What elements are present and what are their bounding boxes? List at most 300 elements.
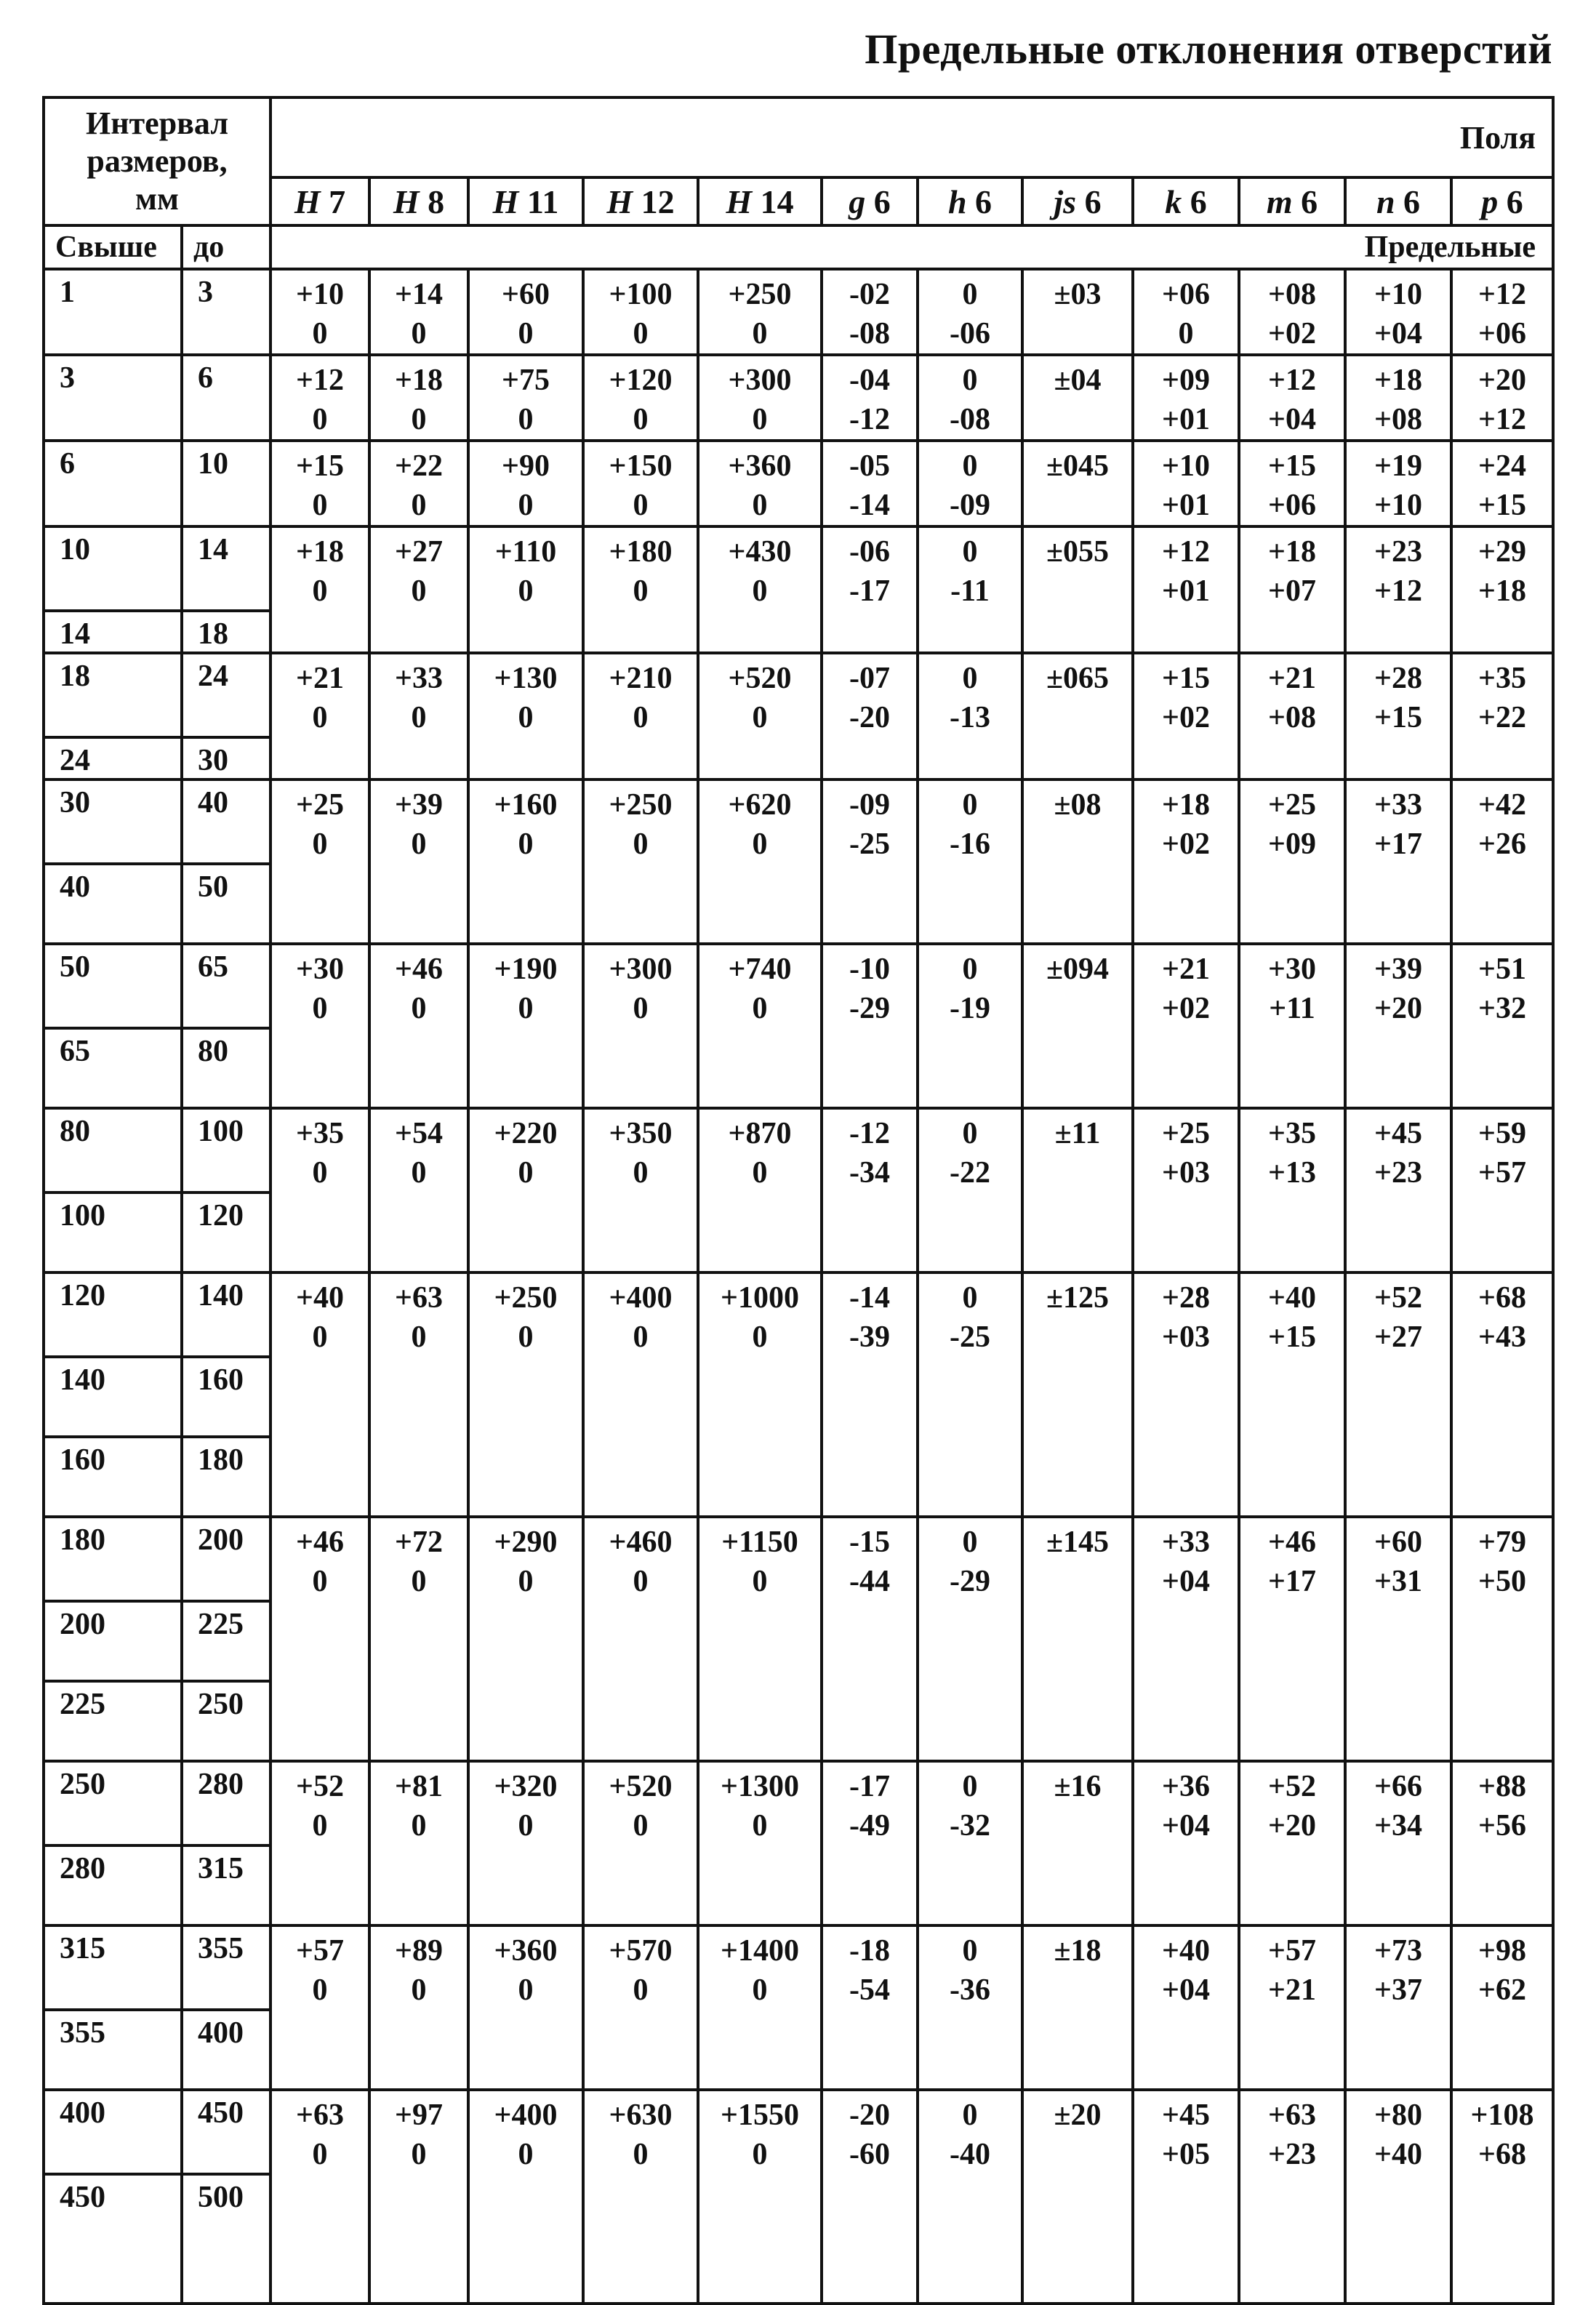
lower-deviation: 0: [752, 1156, 768, 1190]
deviation-cell: [1451, 1517, 1553, 1601]
upper-deviation: +63: [296, 2098, 344, 2132]
deviation-cell: [698, 269, 822, 355]
deviation-cell: [822, 2090, 918, 2174]
deviation-cell: [583, 779, 698, 864]
lower-deviation: 0: [633, 2138, 649, 2171]
lower-deviation: 0: [518, 827, 534, 861]
empty-cell: [918, 1681, 1022, 1761]
empty-cell: [1239, 2174, 1345, 2304]
table-row: [44, 2174, 1553, 2304]
upper-deviation: +21: [1162, 953, 1210, 986]
lower-deviation: 0: [752, 403, 768, 436]
deviation-cell: [1239, 1272, 1345, 1357]
deviation-cell: [1022, 1108, 1133, 1192]
size-to-cell: 400: [182, 2010, 270, 2090]
upper-deviation: +21: [1268, 662, 1316, 695]
empty-cell: [583, 1192, 698, 1272]
lower-deviation: -39: [849, 1320, 890, 1354]
upper-deviation: ±18: [1054, 1934, 1102, 1968]
deviation-cell: [468, 1925, 583, 2010]
deviation-cell: [822, 944, 918, 1028]
deviation-cell: [1451, 1272, 1553, 1357]
upper-deviation: +81: [395, 1770, 443, 1803]
fit-grade: 6: [873, 183, 891, 220]
size-from-cell: 50: [44, 944, 182, 1028]
deviation-cell: [1022, 1517, 1133, 1601]
empty-cell: [270, 611, 369, 653]
empty-cell: [1133, 2174, 1239, 2304]
empty-cell: [583, 1437, 698, 1517]
size-to-cell: 500: [182, 2174, 270, 2304]
upper-deviation: ±08: [1054, 788, 1102, 822]
empty-cell: [1345, 611, 1451, 653]
lower-deviation: -49: [849, 1809, 890, 1843]
upper-deviation: -14: [849, 1281, 890, 1315]
lower-deviation: +37: [1374, 1973, 1422, 2007]
upper-deviation: +250: [609, 788, 673, 822]
size-from-cell: 280: [44, 1845, 182, 1925]
upper-deviation: +73: [1374, 1934, 1422, 1968]
empty-cell: [918, 2010, 1022, 2090]
upper-deviation: -12: [849, 1117, 890, 1150]
lower-deviation: 0: [633, 1320, 649, 1354]
lower-deviation: +08: [1268, 701, 1316, 734]
empty-cell: [918, 1601, 1022, 1681]
upper-deviation: +22: [395, 449, 443, 483]
deviation-cell: [1345, 1925, 1451, 2010]
table-row: [44, 611, 1553, 653]
deviation-cell: [468, 779, 583, 864]
empty-cell: [698, 2010, 822, 2090]
deviation-cell: [468, 944, 583, 1028]
empty-cell: [369, 1357, 468, 1437]
deviation-cell: [1022, 355, 1133, 441]
deviation-cell: [1345, 441, 1451, 526]
lower-deviation: +20: [1374, 992, 1422, 1025]
empty-cell: [1239, 1192, 1345, 1272]
lower-deviation: 0: [518, 992, 534, 1025]
empty-cell: [468, 2010, 583, 2090]
lower-deviation: 0: [411, 489, 427, 522]
lower-deviation: 0: [633, 1156, 649, 1190]
empty-cell: [468, 1028, 583, 1108]
upper-deviation: ±03: [1054, 278, 1102, 311]
upper-deviation: +740: [728, 953, 792, 986]
empty-cell: [1133, 1357, 1239, 1437]
empty-cell: [270, 1028, 369, 1108]
empty-cell: [468, 1357, 583, 1437]
lower-deviation: 0: [752, 1973, 768, 2007]
lower-deviation: 0: [633, 317, 649, 350]
lower-deviation: +13: [1268, 1156, 1316, 1190]
lower-deviation: 0: [633, 403, 649, 436]
lower-deviation: +11: [1269, 992, 1315, 1025]
fit-grade: 11: [526, 183, 559, 220]
lower-deviation: 0: [312, 403, 328, 436]
fit-letter: H: [726, 183, 753, 220]
lower-deviation: 0: [411, 403, 427, 436]
deviation-cell: [1022, 1761, 1133, 1845]
empty-cell: [822, 864, 918, 944]
lower-deviation: +03: [1162, 1156, 1210, 1190]
deviation-cell: [918, 653, 1022, 737]
deviation-cell: [1345, 1272, 1451, 1357]
empty-cell: [698, 1028, 822, 1108]
upper-deviation: +59: [1478, 1117, 1526, 1150]
deviation-cell: [918, 1761, 1022, 1845]
deviations-header: Предельные: [270, 225, 1553, 269]
size-from-cell: 3: [44, 355, 182, 441]
lower-deviation: +17: [1268, 1565, 1316, 1598]
deviation-cell: [583, 653, 698, 737]
upper-deviation: +89: [395, 1934, 443, 1968]
upper-deviation: 0: [962, 535, 978, 569]
size-to-cell: 30: [182, 737, 270, 779]
empty-cell: [270, 864, 369, 944]
lower-deviation: 0: [633, 827, 649, 861]
fields-header: Поля: [270, 97, 1553, 177]
lower-deviation: +31: [1374, 1565, 1422, 1598]
size-to-cell: 18: [182, 611, 270, 653]
size-to-cell: 80: [182, 1028, 270, 1108]
lower-deviation: +23: [1374, 1156, 1422, 1190]
fit-grade: 7: [329, 183, 346, 220]
table-row: [44, 1845, 1553, 1925]
empty-cell: [369, 2010, 468, 2090]
lower-deviation: 0: [752, 1565, 768, 1598]
deviation-cell: [1451, 355, 1553, 441]
lower-deviation: -25: [950, 1320, 990, 1354]
lower-deviation: +04: [1268, 403, 1316, 436]
deviation-cell: [468, 653, 583, 737]
lower-deviation: 0: [312, 574, 328, 608]
empty-cell: [1451, 1192, 1553, 1272]
table-row: [44, 1357, 1553, 1437]
lower-deviation: +34: [1374, 1809, 1422, 1843]
deviation-cell: [369, 269, 468, 355]
deviation-cell: [1133, 944, 1239, 1028]
lower-deviation: -17: [849, 574, 890, 608]
deviation-cell: [583, 1925, 698, 2010]
upper-deviation: 0: [962, 364, 978, 397]
size-from-cell: 30: [44, 779, 182, 864]
deviation-cell: [583, 1761, 698, 1845]
lower-deviation: -09: [950, 489, 990, 522]
empty-cell: [698, 1845, 822, 1925]
fit-column-header: [1345, 177, 1451, 225]
empty-cell: [468, 1845, 583, 1925]
lower-deviation: 0: [518, 1320, 534, 1354]
empty-cell: [1451, 1437, 1553, 1517]
upper-deviation: +18: [1268, 535, 1316, 569]
lower-deviation: 0: [312, 1320, 328, 1354]
empty-cell: [1239, 1681, 1345, 1761]
lower-deviation: +68: [1478, 2138, 1526, 2171]
deviation-cell: [1345, 269, 1451, 355]
lower-deviation: +32: [1478, 992, 1526, 1025]
deviation-cell: [1022, 2090, 1133, 2174]
size-from-cell: 1: [44, 269, 182, 355]
lower-deviation: 0: [518, 317, 534, 350]
size-to-cell: 160: [182, 1357, 270, 1437]
lower-deviation: +01: [1162, 403, 1210, 436]
deviation-cell: [270, 1761, 369, 1845]
deviation-cell: [1239, 653, 1345, 737]
upper-deviation: +52: [296, 1770, 344, 1803]
deviation-cell: [1133, 526, 1239, 611]
upper-deviation: +46: [395, 953, 443, 986]
fit-grade: 12: [641, 183, 675, 220]
lower-deviation: +20: [1268, 1809, 1316, 1843]
deviation-cell: [698, 441, 822, 526]
lower-deviation: 0: [411, 574, 427, 608]
upper-deviation: +1400: [721, 1934, 799, 1968]
deviation-cell: [1133, 779, 1239, 864]
deviation-cell: [918, 944, 1022, 1028]
size-to-cell: 50: [182, 864, 270, 944]
empty-cell: [1345, 2174, 1451, 2304]
fit-column-header: [698, 177, 822, 225]
size-from-cell: 450: [44, 2174, 182, 2304]
empty-cell: [1451, 1357, 1553, 1437]
upper-deviation: 0: [962, 2098, 978, 2132]
deviation-cell: [1239, 944, 1345, 1028]
empty-cell: [270, 1601, 369, 1681]
deviation-cell: [1451, 1925, 1553, 2010]
lower-deviation: 0: [752, 317, 768, 350]
upper-deviation: +1550: [721, 2098, 799, 2132]
deviation-cell: [1022, 944, 1133, 1028]
lower-deviation: +04: [1162, 1809, 1210, 1843]
empty-cell: [1239, 611, 1345, 653]
upper-deviation: +27: [395, 535, 443, 569]
empty-cell: [1239, 737, 1345, 779]
upper-deviation: +23: [1374, 535, 1422, 569]
upper-deviation: +620: [728, 788, 792, 822]
empty-cell: [1022, 1028, 1133, 1108]
fit-letter: g: [849, 183, 866, 220]
size-from-cell: 14: [44, 611, 182, 653]
size-from-cell: 6: [44, 441, 182, 526]
fit-grade: 14: [760, 183, 794, 220]
upper-deviation: +28: [1162, 1281, 1210, 1315]
upper-deviation: +570: [609, 1934, 673, 1968]
empty-cell: [1451, 1601, 1553, 1681]
upper-deviation: +46: [1268, 1526, 1316, 1559]
deviation-cell: [1239, 1108, 1345, 1192]
size-to-cell: 315: [182, 1845, 270, 1925]
fit-grade: 6: [1084, 183, 1102, 220]
deviation-cell: [1345, 944, 1451, 1028]
deviation-cell: [270, 526, 369, 611]
upper-deviation: +63: [1268, 2098, 1316, 2132]
size-to-cell: 100: [182, 1108, 270, 1192]
upper-deviation: +88: [1478, 1770, 1526, 1803]
deviation-cell: [918, 441, 1022, 526]
deviation-cell: [918, 1517, 1022, 1601]
empty-cell: [918, 2174, 1022, 2304]
empty-cell: [822, 1845, 918, 1925]
deviation-cell: [822, 1272, 918, 1357]
upper-deviation: +45: [1374, 1117, 1422, 1150]
upper-deviation: +80: [1374, 2098, 1422, 2132]
deviation-cell: [270, 779, 369, 864]
upper-deviation: ±125: [1046, 1281, 1110, 1315]
deviation-cell: [1022, 779, 1133, 864]
empty-cell: [822, 1357, 918, 1437]
empty-cell: [270, 1681, 369, 1761]
upper-deviation: -10: [849, 953, 890, 986]
size-to-cell: 3: [182, 269, 270, 355]
size-from-cell: 315: [44, 1925, 182, 2010]
lower-deviation: 0: [411, 1320, 427, 1354]
deviation-cell: [270, 653, 369, 737]
upper-deviation: +1150: [721, 1526, 798, 1559]
upper-deviation: +72: [395, 1526, 443, 1559]
upper-deviation: +60: [1374, 1526, 1422, 1559]
lower-deviation: -16: [950, 827, 990, 861]
deviation-cell: [1022, 1272, 1133, 1357]
empty-cell: [1022, 737, 1133, 779]
upper-deviation: +520: [728, 662, 792, 695]
empty-cell: [1239, 1845, 1345, 1925]
empty-cell: [583, 2174, 698, 2304]
fit-grade: 6: [1190, 183, 1207, 220]
table-row: [44, 1272, 1553, 1357]
upper-deviation: +57: [296, 1934, 344, 1968]
empty-cell: [822, 1192, 918, 1272]
empty-cell: [1451, 2174, 1553, 2304]
upper-deviation: +190: [494, 953, 558, 986]
upper-deviation: +12: [1162, 535, 1210, 569]
deviation-cell: [698, 355, 822, 441]
upper-deviation: ±145: [1046, 1526, 1110, 1559]
deviation-cell: [822, 1761, 918, 1845]
upper-deviation: +52: [1268, 1770, 1316, 1803]
size-to-cell: 200: [182, 1517, 270, 1601]
deviation-cell: [583, 441, 698, 526]
upper-deviation: +320: [494, 1770, 558, 1803]
upper-deviation: 0: [962, 1117, 978, 1150]
lower-deviation: +40: [1374, 2138, 1422, 2171]
upper-deviation: +33: [395, 662, 443, 695]
upper-deviation: +120: [609, 364, 673, 397]
lower-deviation: 0: [312, 1973, 328, 2007]
table-row: [44, 1517, 1553, 1601]
lower-deviation: +02: [1162, 992, 1210, 1025]
upper-deviation: +52: [1374, 1281, 1422, 1315]
fit-grade: 8: [428, 183, 445, 220]
empty-cell: [822, 2010, 918, 2090]
lower-deviation: +56: [1478, 1809, 1526, 1843]
empty-cell: [369, 1192, 468, 1272]
deviation-cell: [1345, 526, 1451, 611]
upper-deviation: +98: [1478, 1934, 1526, 1968]
empty-cell: [1345, 1028, 1451, 1108]
deviation-cell: [468, 355, 583, 441]
lower-deviation: +15: [1478, 489, 1526, 522]
deviation-cell: [822, 269, 918, 355]
empty-cell: [822, 2174, 918, 2304]
deviation-cell: [1345, 1108, 1451, 1192]
upper-deviation: +30: [1268, 953, 1316, 986]
fit-letter: k: [1165, 183, 1182, 220]
deviation-cell: [1451, 653, 1553, 737]
size-to-cell: 65: [182, 944, 270, 1028]
upper-deviation: +90: [502, 449, 550, 483]
tolerance-table: [42, 96, 1555, 2305]
deviation-cell: [1451, 441, 1553, 526]
upper-deviation: ±20: [1054, 2098, 1102, 2132]
lower-deviation: +17: [1374, 827, 1422, 861]
empty-cell: [1345, 1192, 1451, 1272]
upper-deviation: +12: [296, 364, 344, 397]
lower-deviation: +09: [1268, 827, 1316, 861]
upper-deviation: +46: [296, 1526, 344, 1559]
empty-cell: [369, 2174, 468, 2304]
upper-deviation: +12: [1268, 364, 1316, 397]
empty-cell: [698, 1357, 822, 1437]
empty-cell: [918, 1845, 1022, 1925]
lower-deviation: 0: [633, 992, 649, 1025]
size-from-cell: 250: [44, 1761, 182, 1845]
deviation-cell: [698, 653, 822, 737]
fit-grade: 6: [975, 183, 993, 220]
deviation-cell: [822, 526, 918, 611]
empty-cell: [1239, 864, 1345, 944]
deviation-cell: [918, 1272, 1022, 1357]
upper-deviation: +10: [1162, 449, 1210, 483]
deviation-cell: [468, 1272, 583, 1357]
deviation-cell: [1451, 526, 1553, 611]
empty-cell: [270, 1192, 369, 1272]
deviation-cell: [369, 1517, 468, 1601]
lower-deviation: 0: [752, 827, 768, 861]
size-from-cell: 40: [44, 864, 182, 944]
upper-deviation: +160: [494, 788, 558, 822]
deviation-cell: [1239, 441, 1345, 526]
empty-cell: [1239, 1357, 1345, 1437]
deviation-cell: [369, 526, 468, 611]
size-from-cell: 180: [44, 1517, 182, 1601]
upper-deviation: +79: [1478, 1526, 1526, 1559]
empty-cell: [918, 864, 1022, 944]
deviation-cell: [918, 2090, 1022, 2174]
upper-deviation: +20: [1478, 364, 1526, 397]
empty-cell: [468, 1192, 583, 1272]
size-from-cell: 10: [44, 526, 182, 611]
upper-deviation: 0: [962, 1281, 978, 1315]
deviation-cell: [583, 1272, 698, 1357]
upper-deviation: +10: [1374, 278, 1422, 311]
empty-cell: [583, 864, 698, 944]
deviation-cell: [1451, 779, 1553, 864]
upper-deviation: +520: [609, 1770, 673, 1803]
upper-deviation: -02: [849, 278, 890, 311]
empty-cell: [583, 1845, 698, 1925]
fit-column-header: [583, 177, 698, 225]
lower-deviation: 0: [518, 2138, 534, 2171]
empty-cell: [583, 1357, 698, 1437]
deviation-cell: [698, 779, 822, 864]
deviation-cell: [1345, 653, 1451, 737]
size-to-cell: 225: [182, 1601, 270, 1681]
empty-cell: [698, 2174, 822, 2304]
deviation-cell: [468, 1517, 583, 1601]
upper-deviation: +97: [395, 2098, 443, 2132]
empty-cell: [1133, 2010, 1239, 2090]
deviation-cell: [270, 944, 369, 1028]
